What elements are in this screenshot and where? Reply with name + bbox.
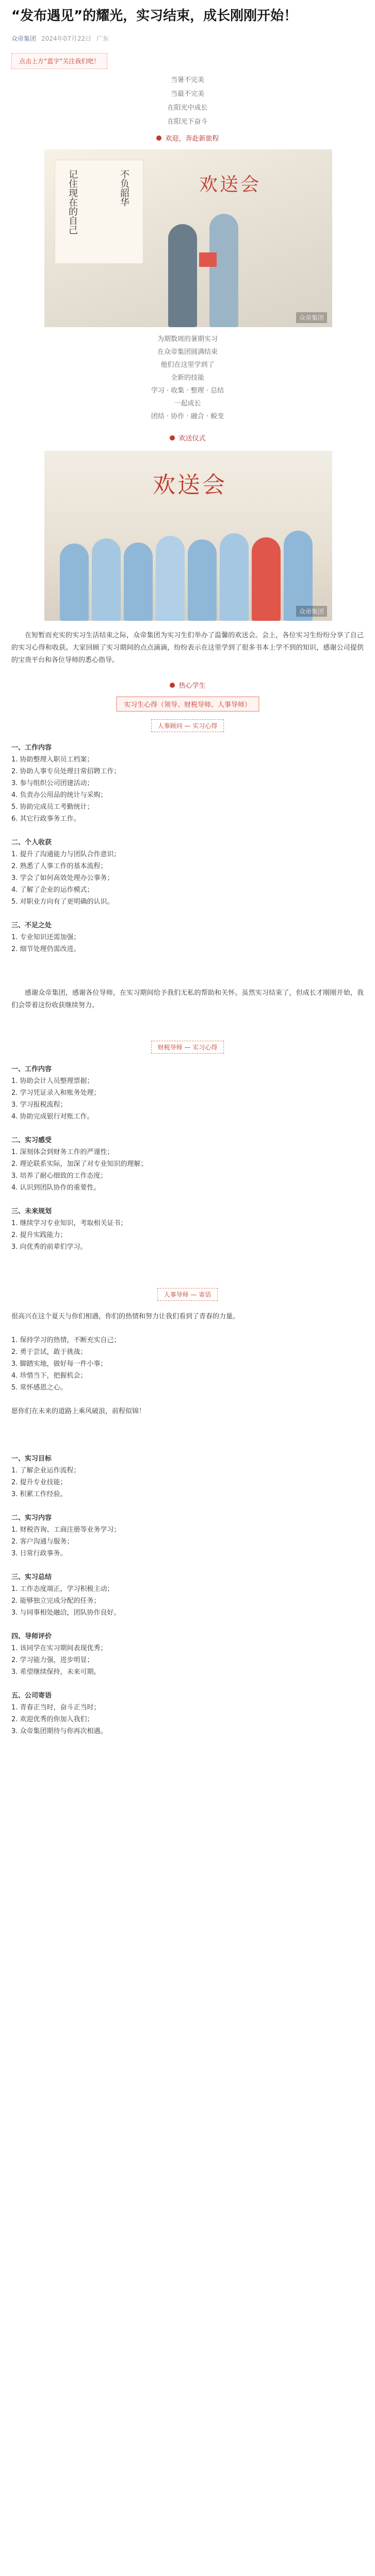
farewell-photo-1	[44, 149, 332, 327]
list-item: 2. 学习凭证录入和账务处理；	[11, 1089, 101, 1097]
watermark: 众帝集团	[296, 606, 327, 617]
intro-line: 当暑不完美	[170, 76, 204, 84]
list-item: 1. 青春正当时，奋斗正当时；	[11, 1704, 101, 1711]
list-item: 2. 欢迎优秀的你加入我们；	[11, 1716, 94, 1723]
calligraphy-scroll	[55, 160, 143, 264]
list-item: 3. 培养了耐心细致的工作态度；	[11, 1172, 107, 1180]
farewell-photo-2	[44, 451, 332, 621]
person-figure	[60, 544, 89, 621]
list-item: 1. 深刻体会到财务工作的严谨性；	[11, 1148, 114, 1156]
list-item: 3. 学会了如何高效处理办公事务；	[11, 874, 114, 882]
publish-location: 广东	[96, 35, 109, 42]
list-item: 1. 财税咨询、工商注册等业务学习；	[11, 1526, 121, 1534]
list-heading: 三、实习总结	[11, 1573, 52, 1581]
list-item: 2. 细节处理仍需改进。	[11, 945, 80, 953]
gift-bag	[199, 252, 217, 267]
list-item: 3. 脚踏实地，做好每一件小事；	[11, 1360, 107, 1368]
mid-line: 全新的技能	[170, 374, 204, 382]
list-item: 1. 工作态度端正，学习积极主动；	[11, 1585, 114, 1593]
banner-text: 欢送会	[153, 472, 227, 498]
finance-intern-notes	[11, 1063, 364, 1253]
section-tag-label: 欢迎，奔赴新旅程	[165, 135, 219, 143]
bullet-icon	[169, 683, 174, 688]
list-item: 1. 保持学习的热情，不断充实自己；	[11, 1336, 121, 1344]
list-heading: 一、工作内容	[11, 744, 52, 752]
internship-summary	[11, 1453, 364, 1737]
list-heading: 二、实习感受	[11, 1137, 52, 1144]
list-item: 2. 勇于尝试，敢于挑战；	[11, 1348, 87, 1356]
list-intro: 很高兴在这个夏天与你们相遇，你们的热情和努力让我们看到了青春的力量。	[11, 1313, 240, 1320]
list-item: 1. 继续学习专业知识，考取相关证书；	[11, 1219, 127, 1227]
list-item: 3. 与同事相处融洽，团队协作良好。	[11, 1609, 121, 1617]
mid-line: 他们在这里学到了	[160, 361, 215, 369]
list-item: 1. 该同学在实习期间表现优秀；	[11, 1645, 107, 1652]
list-heading: 一、实习目标	[11, 1455, 52, 1463]
section-subpill: 财税导师 — 实习心得	[151, 1041, 224, 1054]
author-link[interactable]: 众帝集团	[11, 35, 37, 42]
list-item: 3. 希望继续保持，未来可期。	[11, 1668, 101, 1676]
person-figure	[156, 536, 185, 621]
section-tag-label: 热心学生	[178, 682, 206, 690]
list-item: 3. 参与组织公司团建活动；	[11, 779, 94, 787]
watermark: 众帝集团	[296, 312, 327, 323]
thanks-paragraph: 感谢众帝集团，感谢各位导师，在实习期间给予我们无私的帮助和关怀。虽然实习结束了，但成长才刚刚开始，我们会带着这份收获继续努力。	[11, 989, 364, 1009]
article-title: “发布遇见”的耀光，实习结束，成长刚刚开始！	[11, 8, 298, 24]
list-item: 5. 协助完成员工考勤统计；	[11, 803, 94, 811]
section-tag-2	[169, 433, 205, 443]
section-tag-label: 欢送仪式	[178, 435, 206, 443]
list-item: 6. 其它行政事务工作。	[11, 815, 80, 823]
list-item: 5. 对职业方向有了更明确的认识。	[11, 898, 114, 906]
publish-date: 2024年07月22日	[41, 35, 92, 42]
list-item: 2. 学习能力强，进步明显；	[11, 1656, 94, 1664]
section-tag-1	[156, 133, 219, 143]
mid-line: 学习 · 收集 · 整理 · 总结	[151, 387, 224, 395]
intro-lines	[11, 73, 364, 129]
list-heading: 五、公司寄语	[11, 1692, 52, 1700]
person-figure	[252, 537, 281, 621]
bullet-icon	[156, 135, 161, 141]
section-subpill: 人事顾问 — 实习心得	[151, 719, 224, 732]
list-item: 2. 能够独立完成分配的任务；	[11, 1597, 101, 1605]
mid-line: 在众帝集团圆满结束	[157, 348, 218, 356]
mid-lines	[11, 333, 364, 423]
list-closing: 愿你们在未来的道路上乘风破浪，前程似锦！	[11, 1408, 146, 1415]
list-item: 2. 提升实践能力；	[11, 1231, 67, 1239]
article-meta	[11, 34, 109, 43]
bullet-icon	[169, 435, 174, 440]
list-item: 1. 了解企业运作流程；	[11, 1467, 80, 1475]
mid-line: 团结 · 协作 · 融合 · 蜕变	[151, 413, 224, 420]
intro-line: 在阳光中成长	[167, 104, 208, 112]
person-figure	[209, 214, 238, 327]
list-heading: 三、不足之处	[11, 922, 52, 929]
intro-line: 在阳光下奋斗	[167, 118, 208, 126]
section-tag-3	[169, 680, 205, 690]
list-item: 1. 提升了沟通能力与团队合作意识；	[11, 851, 121, 858]
list-item: 4. 认识到团队协作的重要性。	[11, 1184, 101, 1192]
section-pill: 实习生心得（领导、财税导师、人事导师）	[116, 697, 259, 711]
list-item: 4. 协助完成银行对账工作。	[11, 1113, 94, 1121]
mid-line: 为期数周的暑期实习	[157, 335, 218, 343]
section-subpill: 人事导师 — 寄语	[157, 1288, 218, 1301]
list-item: 1. 协助会计人员整理票据；	[11, 1077, 94, 1085]
list-item: 2. 提升专业技能；	[11, 1479, 67, 1486]
scroll-text: 记住现在的自己	[67, 170, 78, 234]
list-item: 5. 常怀感恩之心。	[11, 1384, 67, 1392]
list-heading: 三、未来规划	[11, 1208, 52, 1215]
person-figure	[124, 543, 153, 621]
list-heading: 二、实习内容	[11, 1514, 52, 1522]
list-heading: 四、导师评价	[11, 1633, 52, 1640]
list-item: 3. 学习报税流程；	[11, 1101, 67, 1109]
list-item: 4. 了解了企业的运作模式；	[11, 886, 94, 894]
intro-line: 当最不完美	[170, 90, 204, 98]
list-item: 2. 协助人事专员处理日常招聘工作；	[11, 768, 121, 775]
mid-line: 一起成长	[174, 400, 201, 408]
list-heading: 一、工作内容	[11, 1065, 52, 1073]
list-item: 1. 协助整理入职员工档案；	[11, 756, 94, 764]
mentor-message	[11, 1311, 364, 1417]
follow-sticker: 点击上方“蓝字”关注我们吧！	[11, 53, 107, 69]
person-figure	[220, 533, 249, 621]
banner-text: 欢送会	[199, 174, 262, 195]
list-item: 4. 珍惜当下，把握机会；	[11, 1372, 87, 1380]
person-figure	[168, 224, 197, 327]
list-item: 1. 专业知识还需加强；	[11, 934, 80, 941]
list-item: 3. 积累工作经验。	[11, 1490, 67, 1498]
person-figure	[188, 539, 217, 621]
list-item: 3. 日常行政事务。	[11, 1550, 67, 1557]
list-item: 3. 向优秀的前辈们学习。	[11, 1243, 87, 1251]
list-item: 3. 众帝集团期待与你再次相遇。	[11, 1727, 107, 1735]
hr-intern-notes	[11, 742, 364, 955]
person-figure	[92, 538, 121, 621]
list-item: 2. 理论联系实际，加深了对专业知识的理解；	[11, 1160, 148, 1168]
list-item: 2. 客户沟通与服务；	[11, 1538, 74, 1546]
farewell-paragraph: 在短暂而充实的实习生活结束之际，众帝集团为实习生们举办了温馨的欢送会。会上，各位实习生纷纷分享了自己的实习心得和收获。大家回顾了实习期间的点点滴滴，纷纷表示在这里学到了很多书本上学不到的知识，感谢公司提供的宝贵平台和各位导师的悉心指导。	[11, 632, 364, 664]
scroll-text: 不负韶华	[119, 170, 129, 207]
list-item: 4. 负责办公用品的统计与采购；	[11, 791, 107, 799]
list-heading: 二、个人收获	[11, 839, 52, 846]
list-item: 2. 熟悉了人事工作的基本流程；	[11, 862, 107, 870]
